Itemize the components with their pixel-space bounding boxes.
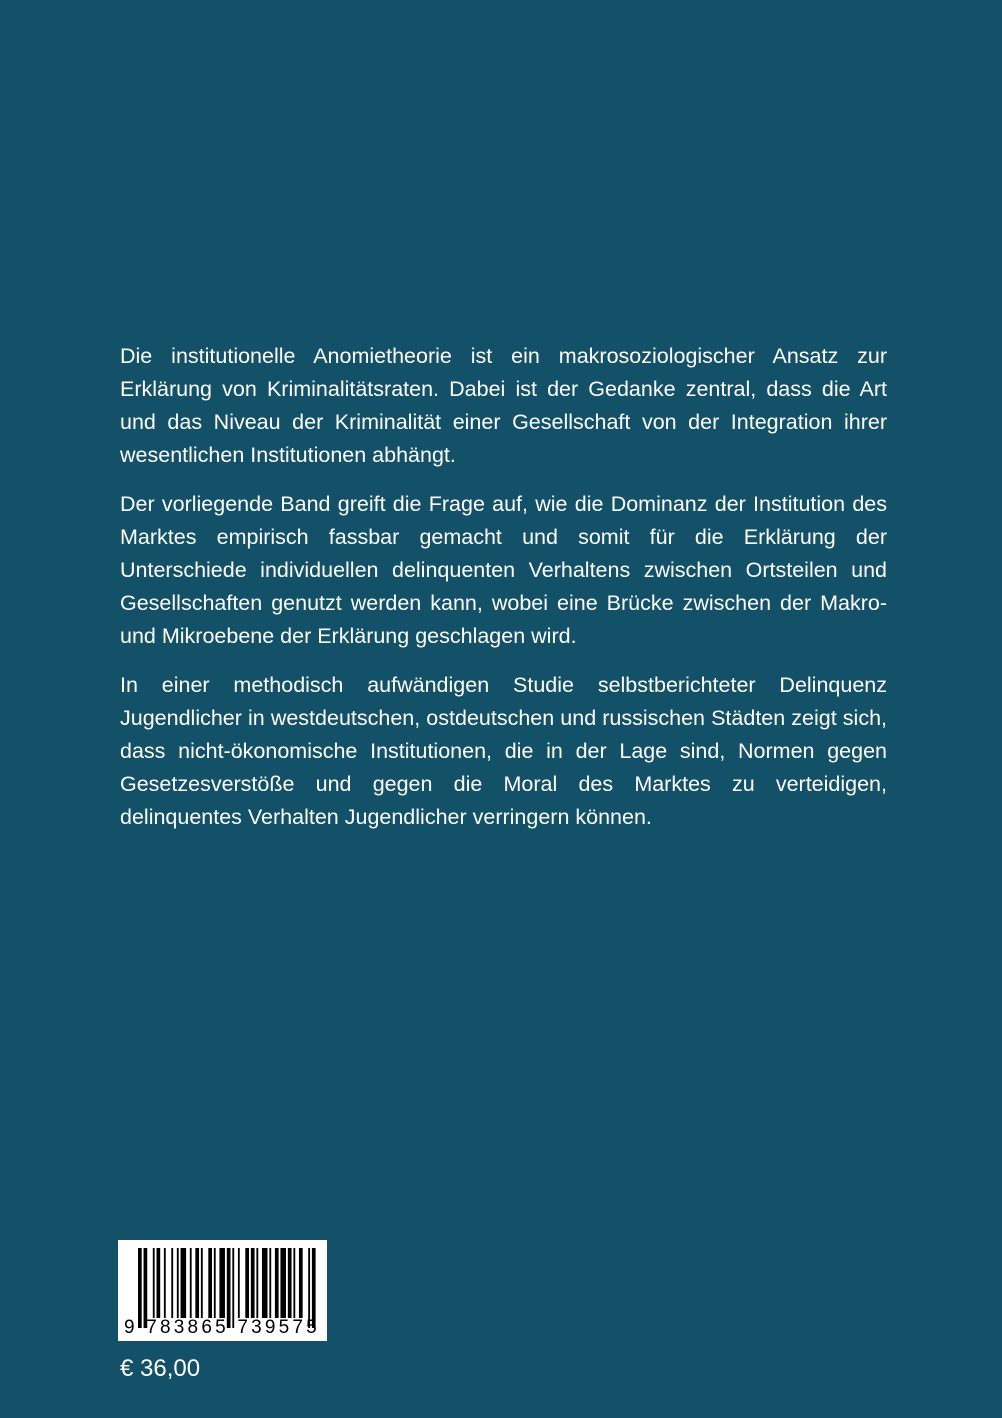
barcode-bar xyxy=(177,1248,179,1318)
blurb-paragraph-1: Die institutionelle Anomietheorie ist ein makrosoziologischer Ansatz zur Erklärung von Kriminalitätsraten. Dabei ist der Gedanke zentral, dass die Art und das Niveau der Kriminalität einer Gesellschaft von der Integration ihrer wesentlichen Institutionen abhängt. xyxy=(120,344,887,467)
barcode-bar xyxy=(280,1248,286,1318)
barcode-bar xyxy=(256,1248,258,1318)
barcode-bar xyxy=(164,1248,166,1318)
barcode-bar xyxy=(227,1248,231,1328)
barcode-bar xyxy=(288,1248,292,1318)
blurb-paragraph-2: Der vorliegende Band greift die Frage auf, wie die Dominanz der Institution des Marktes empirisch fassbar gemacht und somit für die Erklärung der Unterschiede individuellen delinquenten Verhaltens zwischen Ortsteilen und Gesellschaften genutzt werden kann, wobei eine Brücke zwischen der Makro- und Mikroebene der Erklärung geschlagen wird. xyxy=(120,492,887,648)
barcode-bar xyxy=(312,1248,316,1328)
barcode-bar xyxy=(171,1248,173,1318)
barcode-bar xyxy=(181,1248,187,1318)
price: € 36,00 xyxy=(120,1355,201,1382)
barcode-bar xyxy=(214,1248,216,1318)
isbn-barcode xyxy=(118,1240,327,1341)
barcode-bar xyxy=(190,1248,192,1318)
barcode-bar xyxy=(195,1248,199,1318)
barcode-bar xyxy=(269,1248,271,1318)
barcode-bar xyxy=(201,1248,203,1318)
barcode-bar xyxy=(157,1248,161,1318)
barcode-bar xyxy=(251,1248,255,1318)
barcode-bar xyxy=(232,1248,234,1328)
barcode-bar xyxy=(238,1248,240,1318)
barcode-bar xyxy=(308,1248,310,1328)
blurb-text xyxy=(120,340,887,850)
barcode-bar xyxy=(293,1248,295,1318)
barcode-bar xyxy=(262,1248,268,1318)
barcode-bar xyxy=(219,1248,225,1318)
barcode-bar xyxy=(144,1248,148,1328)
barcode-bar xyxy=(275,1248,279,1318)
barcode-bar xyxy=(208,1248,212,1318)
barcode-bar xyxy=(299,1248,303,1318)
barcode-bar xyxy=(245,1248,249,1318)
blurb-paragraph-3: In einer methodisch aufwändigen Studie selbstberichteter Delinquenz Jugendlicher in westdeutschen, ostdeutschen und russischen Städten zeigt sich, dass nicht-ökonomische Institutionen, die in der Lage sind, Normen gegen Gesetzesverstöße und gegen die Moral des Marktes zu verteidigen, delinquentes Verhalten Jugendlicher verringern können. xyxy=(120,673,887,829)
isbn-digits: 9 783865 739575 xyxy=(124,1317,320,1338)
barcode-bar xyxy=(153,1248,155,1318)
barcode-bar xyxy=(138,1248,142,1328)
